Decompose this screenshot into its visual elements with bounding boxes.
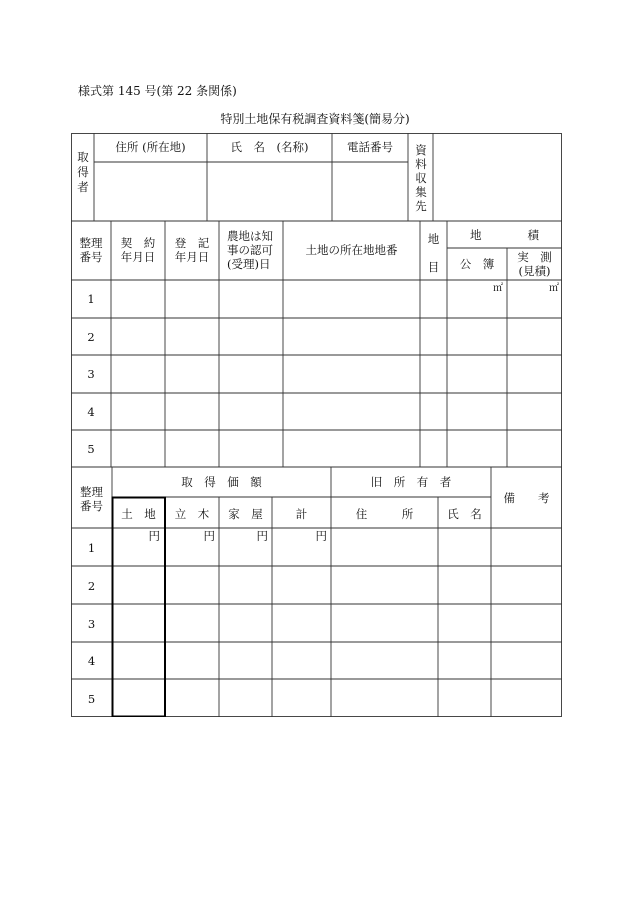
public-area-unit: ㎡ — [493, 283, 503, 294]
survey-form-table — [71, 133, 562, 717]
public-record-header: 公 簿 — [459, 257, 495, 271]
location-header: 土地の所在地地番 — [305, 243, 398, 257]
document-title: 特別土地保有税調査資料箋(簡易分) — [220, 112, 410, 126]
land-no-header: 整理 番号 — [79, 236, 103, 264]
total-price-unit: 円 — [315, 529, 327, 543]
phone-header: 電話番号 — [347, 140, 393, 154]
source-label: 資料収集先 — [415, 143, 427, 213]
acquisition-price-header: 取 得 価 額 — [181, 475, 262, 489]
price-row-number: 1 — [87, 541, 96, 555]
address-header: 住所 (所在地) — [115, 140, 186, 154]
price-row-number: 5 — [87, 692, 96, 706]
land-row-number: 5 — [87, 442, 95, 456]
survey-header: 実 測 (見積) — [517, 250, 552, 278]
former-owner-header: 旧 所 有 者 — [370, 475, 452, 489]
farmland-permit-header: 農地は知 事の認可 (受理)日 — [227, 229, 273, 271]
owner-name-header: 氏 名 — [447, 507, 482, 521]
contract-date-header: 契 約 年月日 — [120, 236, 156, 264]
trees-price-unit: 円 — [203, 529, 215, 543]
table-grid — [71, 133, 562, 717]
land-row-number: 2 — [87, 330, 95, 344]
price-row-number: 2 — [87, 579, 96, 593]
acquirer-label: 取得者 — [77, 150, 89, 194]
price-total-header: 計 — [295, 507, 308, 521]
form-reference: 様式第 145 号(第 22 条関係) — [78, 84, 237, 98]
owner-address-header: 住 所 — [355, 507, 414, 521]
price-no-header: 整理 番号 — [80, 485, 103, 513]
price-land-header: 土 地 — [121, 507, 156, 521]
land-row-number: 1 — [87, 292, 95, 306]
land-price-unit: 円 — [148, 529, 160, 543]
registry-date-header: 登 記 年月日 — [174, 236, 210, 264]
land-row-number: 3 — [87, 367, 95, 381]
price-building-header: 家 屋 — [228, 507, 263, 521]
land-row-number: 4 — [87, 405, 95, 419]
name-header: 氏 名 (名称) — [230, 140, 309, 154]
price-row-number: 4 — [87, 654, 96, 668]
building-price-unit: 円 — [256, 529, 268, 543]
area-header: 地 積 — [470, 228, 539, 242]
remarks-header: 備 考 — [503, 491, 550, 505]
price-row-number: 3 — [87, 617, 96, 631]
land-category-header: 地 目 — [427, 232, 440, 274]
survey-area-unit: ㎡ — [549, 283, 559, 294]
price-trees-header: 立 木 — [174, 507, 210, 521]
